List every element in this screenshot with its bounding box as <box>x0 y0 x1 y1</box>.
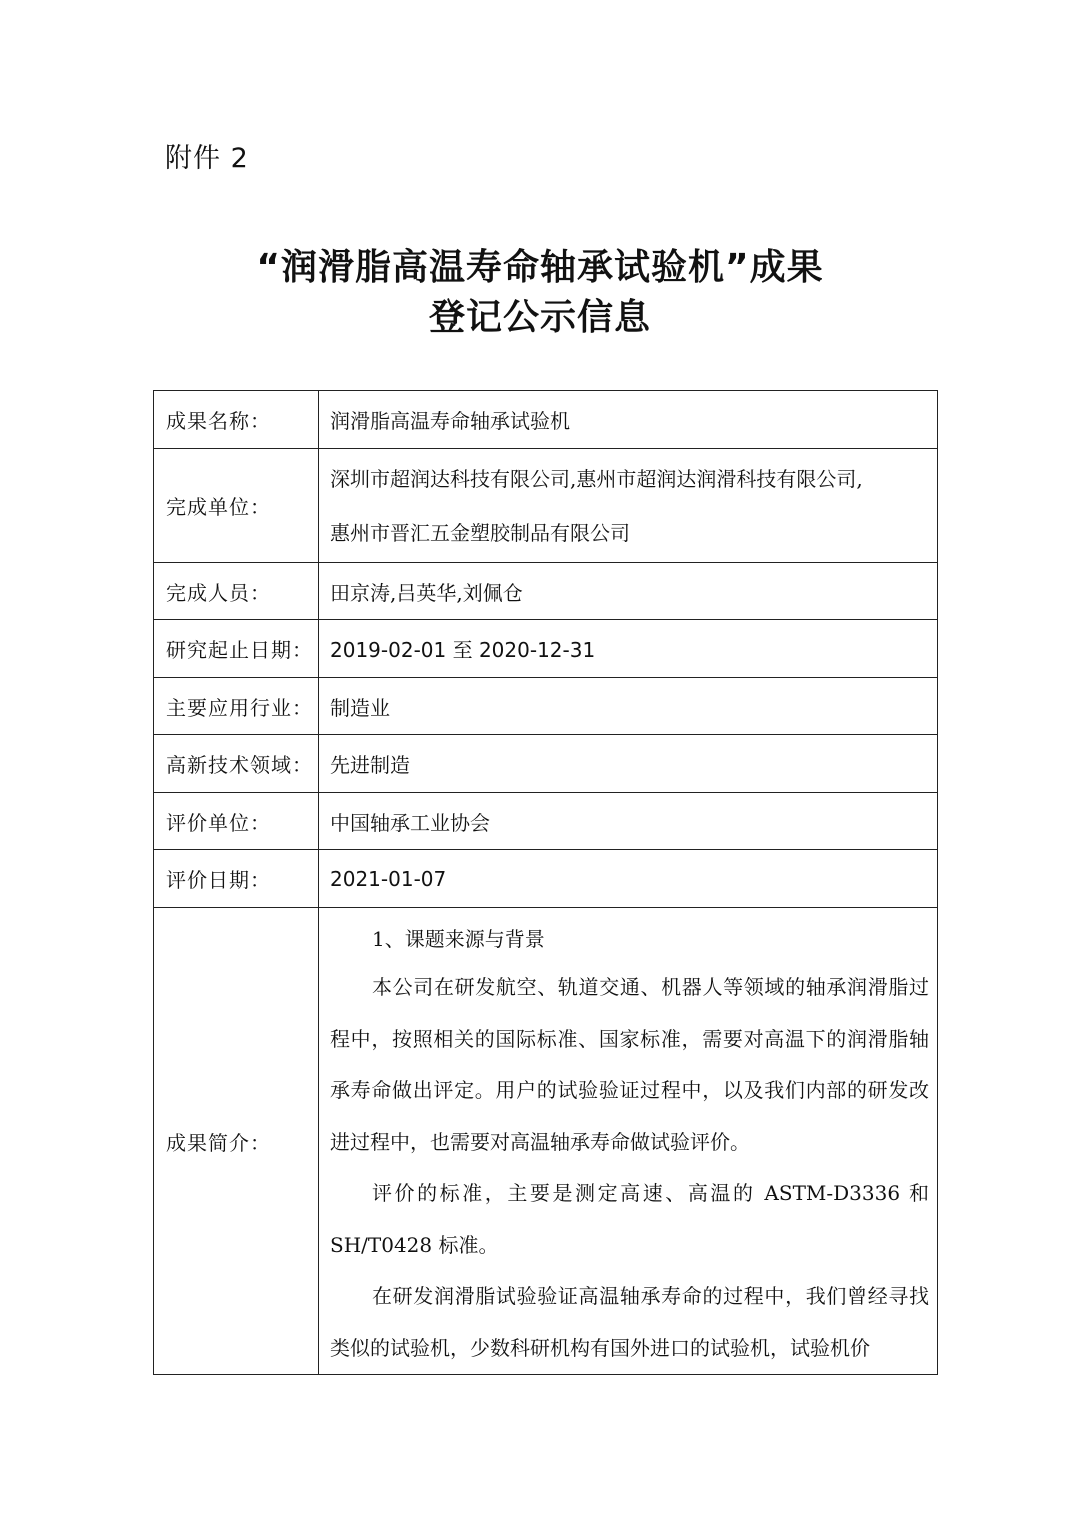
row-completion-units <box>154 449 938 563</box>
period-end-date: 2020-12-31 <box>478 638 596 662</box>
label-achievement-name: 成果名称： <box>154 391 319 449</box>
row-evaluation-unit <box>154 793 938 850</box>
label-summary: 成果简介： <box>154 908 319 1375</box>
units-line-2: 惠州市晋汇五金塑胶制品有限公司 <box>330 520 630 545</box>
value-summary <box>319 908 938 1375</box>
label-main-industry: 主要应用行业： <box>154 678 319 735</box>
label-research-period: 研究起止日期： <box>154 620 319 678</box>
summary-heading: 1、课题来源与背景 <box>372 927 545 951</box>
label-evaluation-unit: 评价单位： <box>154 793 319 850</box>
row-research-period <box>154 620 938 678</box>
label-completion-people: 完成人员： <box>154 563 319 620</box>
summary-paragraph-2: 评价的标准，主要是测定高速、高温的 ASTM-D3336 和 SH/T0428 标准。 <box>330 1181 929 1257</box>
label-evaluation-date: 评价日期： <box>154 850 319 908</box>
row-summary <box>154 908 938 1375</box>
summary-paragraph-3: 在研发润滑脂试验验证高温轴承寿命的过程中，我们曾经寻找类似的试验机，少数科研机构有国外进口的试验机，试验机价 <box>330 1284 929 1360</box>
row-main-industry <box>154 678 938 735</box>
period-start-date: 2019-02-01 <box>330 638 447 662</box>
document-title-line1: “润滑脂高温寿命轴承试验机”成果 <box>256 247 824 288</box>
label-tech-field: 高新技术领域： <box>154 735 319 793</box>
row-tech-field <box>154 735 938 793</box>
units-line-1: 深圳市超润达科技有限公司,惠州市超润达润滑科技有限公司, <box>330 466 863 491</box>
document-title-line2: 登记公示信息 <box>428 297 651 338</box>
value-evaluation-unit: 中国轴承工业协会 <box>319 793 938 850</box>
value-main-industry: 制造业 <box>319 678 938 735</box>
row-evaluation-date <box>154 850 938 908</box>
row-achievement-name <box>154 391 938 449</box>
value-research-period <box>319 620 938 678</box>
value-completion-units <box>319 449 938 563</box>
label-completion-units: 完成单位： <box>154 449 319 563</box>
period-separator: 至 <box>452 638 473 662</box>
row-completion-people <box>154 563 938 620</box>
summary-paragraph-1: 本公司在研发航空、轨道交通、机器人等领域的轴承润滑脂过程中，按照相关的国际标准、国家标准，需要对高温下的润滑脂轴承寿命做出评定。用户的试验验证过程中，以及我们内部的研发改进过程中，也需要对高温轴承寿命做试验评价。 <box>330 975 929 1154</box>
value-completion-people: 田京涛,吕英华,刘佩仓 <box>319 563 938 620</box>
value-achievement-name: 润滑脂高温寿命轴承试验机 <box>319 391 938 449</box>
value-evaluation-date: 2021-01-07 <box>319 850 938 908</box>
attachment-label: 附件 2 <box>165 143 249 174</box>
registration-info-table <box>153 390 938 1375</box>
value-tech-field: 先进制造 <box>319 735 938 793</box>
